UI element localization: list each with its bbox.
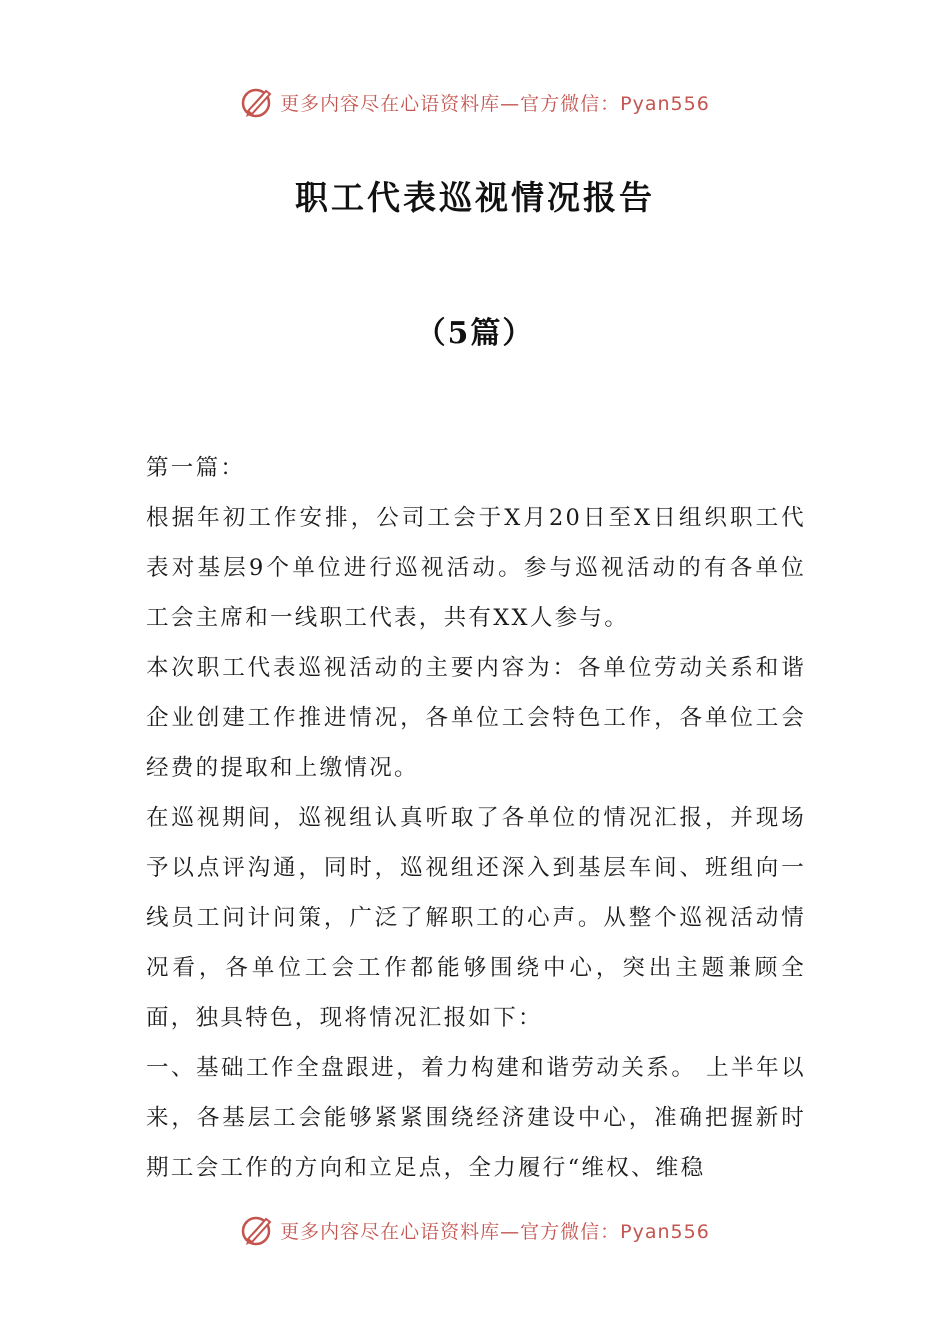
paragraph: 在巡视期间，巡视组认真听取了各单位的情况汇报，并现场予以点评沟通，同时，巡视组还深入到基层车间、班组向一线员工问计问策，广泛了解职工的心声。从整个巡视活动情况看，各单位工会工作都能够围绕中心，突出主题兼顾全面，独具特色，现将情况汇报如下：: [146, 805, 806, 1031]
paragraph: 根据年初工作安排，公司工会于X月20日至X日组织职工代表对基层9个单位进行巡视活动。参与巡视活动的有各单位工会主席和一线职工代表，共有XX人参与。: [146, 505, 806, 631]
watermark-text: 更多内容尽在心语资料库—官方微信：Pyan556: [280, 1220, 710, 1243]
paragraph: 本次职工代表巡视活动的主要内容为：各单位劳动关系和谐企业创建工作推进情况，各单位工会特色工作，各单位工会经费的提取和上缴情况。: [146, 655, 806, 781]
pen-logo-icon: [240, 1212, 276, 1248]
paragraph: 一、基础工作全盘跟进，着力构建和谐劳动关系。 上半年以来，各基层工会能够紧紧围绕经济建设中心，准确把握新时期工会工作的方向和立足点，全力履行“维权、维稳: [146, 1055, 806, 1181]
watermark-text: 更多内容尽在心语资料库—官方微信：Pyan556: [280, 92, 710, 115]
document-body: [146, 443, 806, 1193]
document-title: 职工代表巡视情况报告: [295, 178, 655, 217]
header-watermark-banner: [0, 80, 950, 124]
section-heading: 第一篇：: [146, 455, 246, 481]
pen-logo-icon: [240, 84, 276, 120]
document-subtitle: （5篇）: [415, 316, 535, 351]
footer-watermark-banner: [0, 1208, 950, 1252]
